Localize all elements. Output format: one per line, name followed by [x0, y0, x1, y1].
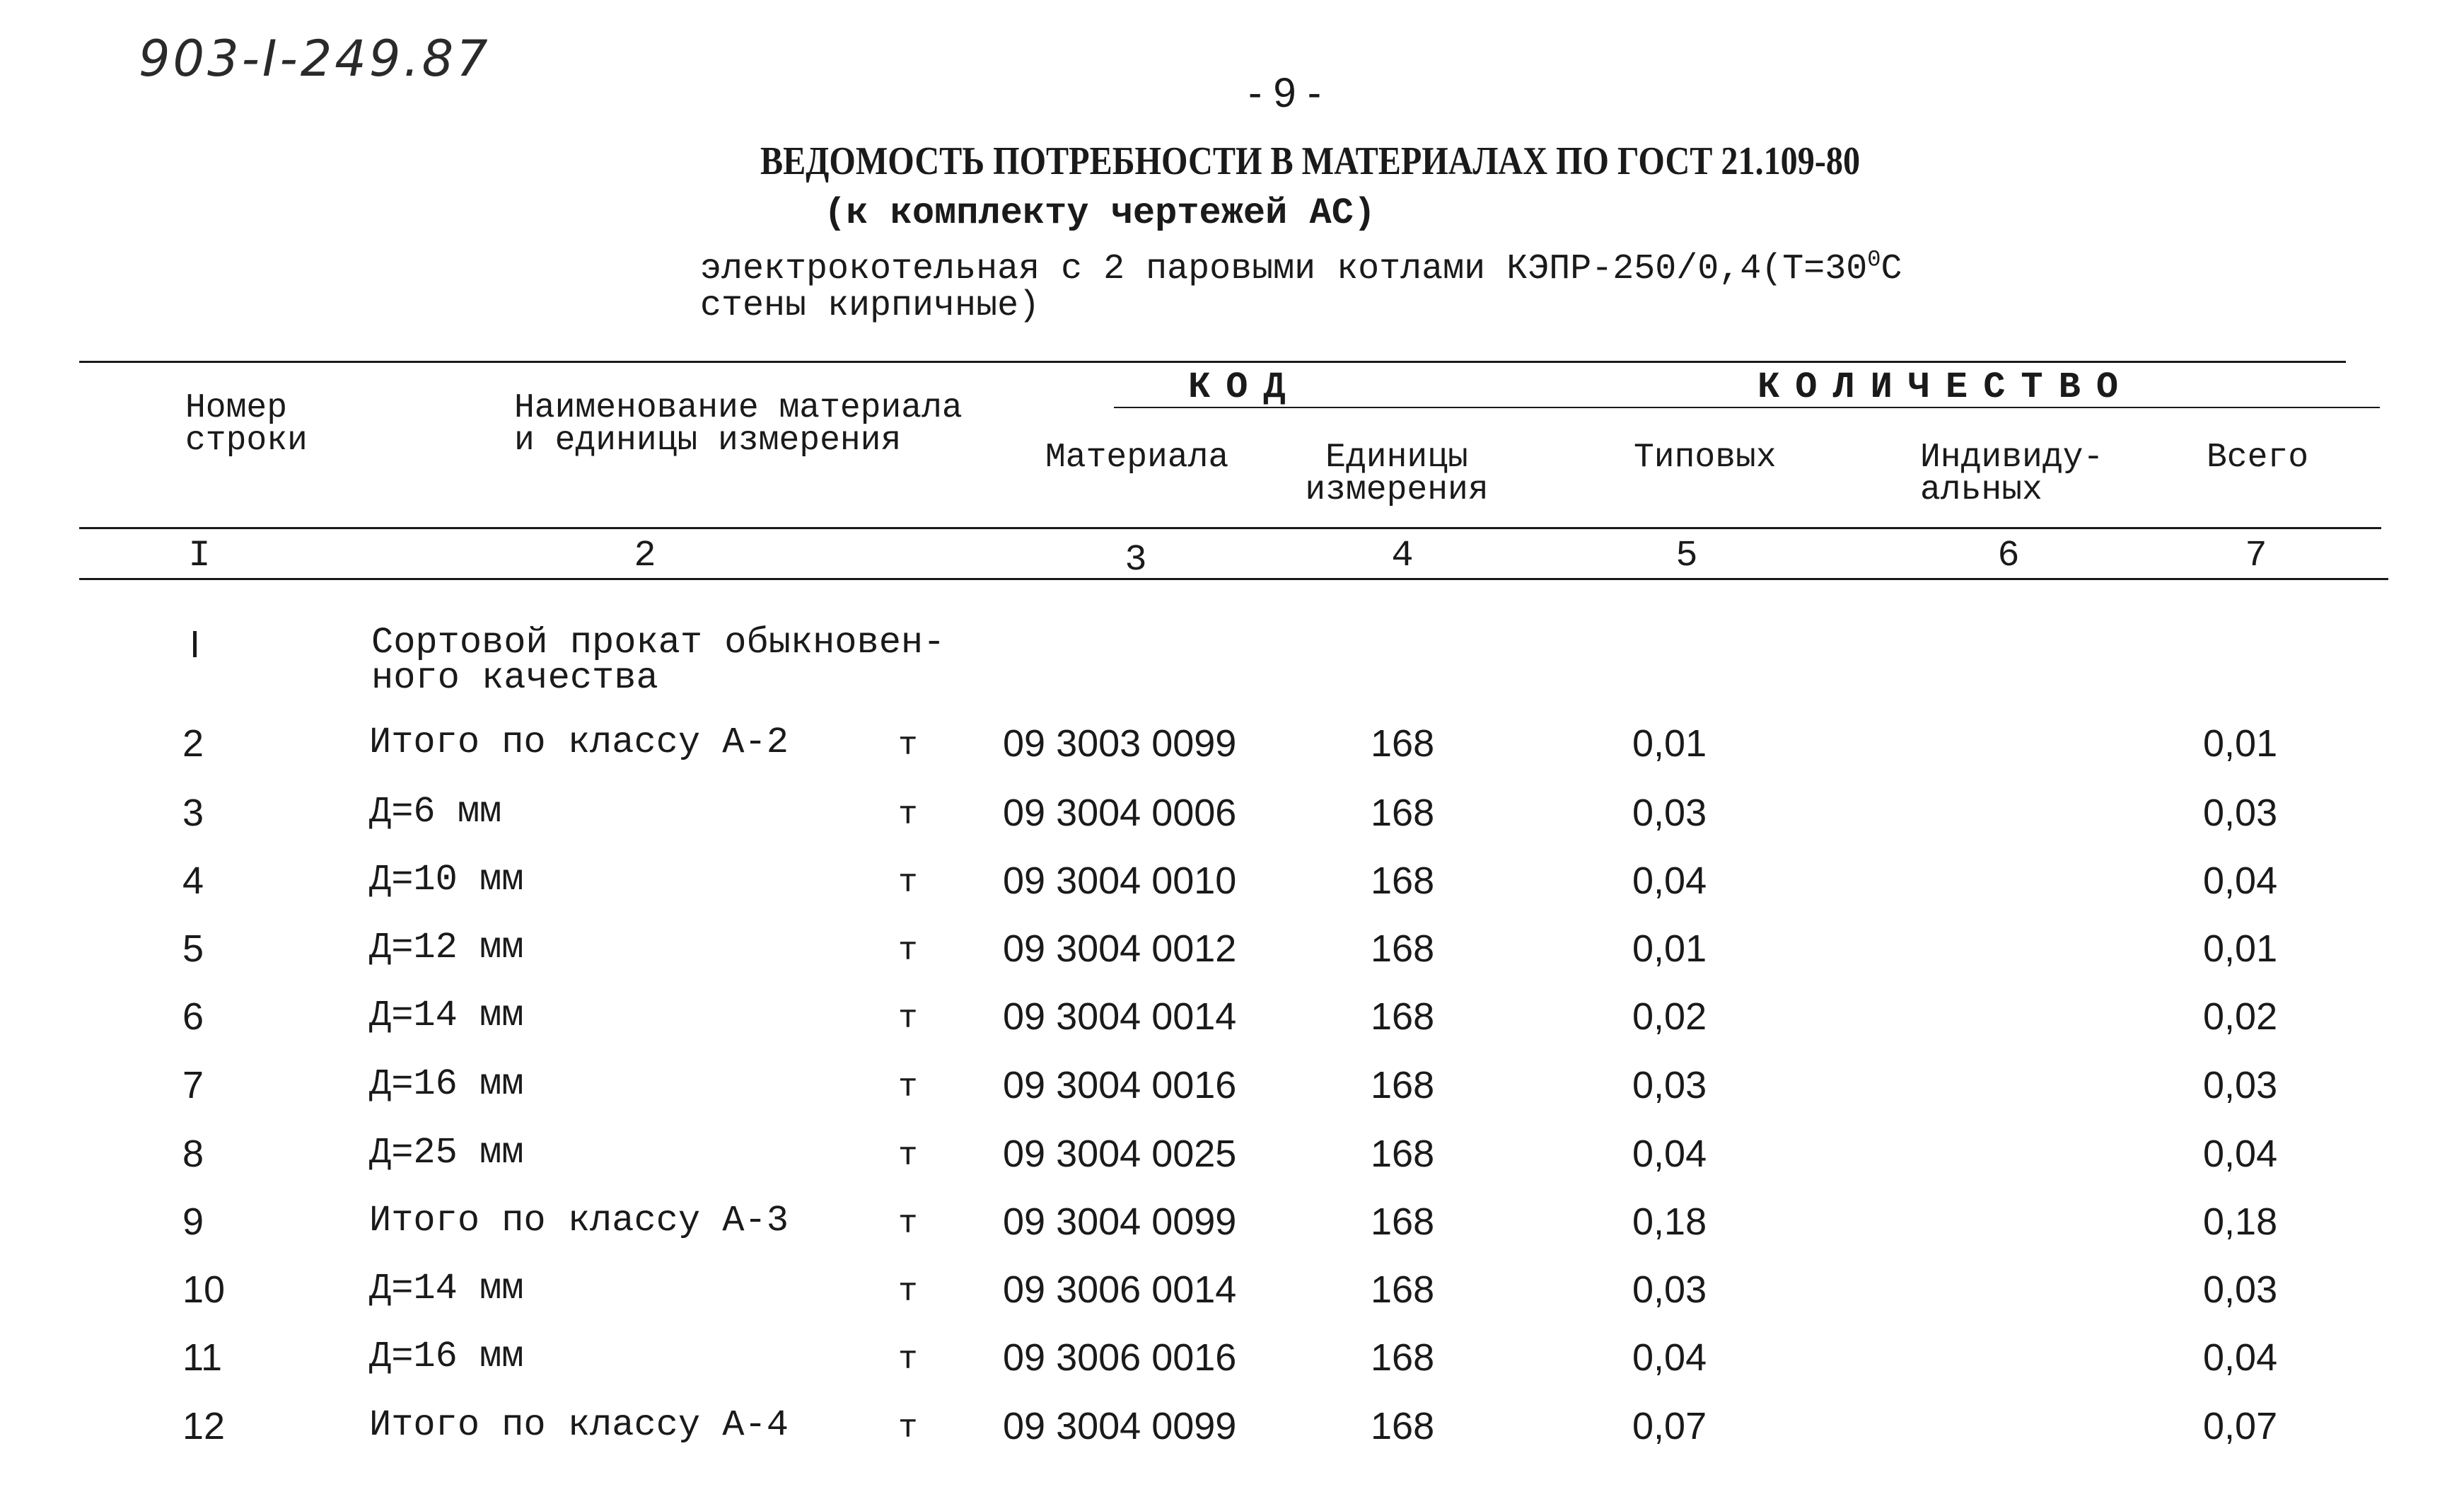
material-code: 09 3004 0006: [1003, 792, 1237, 834]
header-name-line2: и единицы измерения: [514, 422, 902, 460]
section-row-number: I: [190, 623, 201, 666]
total-qty: 0,03: [2203, 1064, 2278, 1106]
material-code: 09 3004 0012: [1003, 927, 1237, 970]
typical-qty: 0,04: [1632, 1336, 1707, 1379]
page-title: ВЕДОМОСТЬ ПОТРЕБНОСТИ В МАТЕРИАЛАХ ПО ГОСТ 21.109-80: [760, 139, 1861, 183]
material-name: Д=25 мм: [369, 1132, 524, 1174]
material-name: Д=10 мм: [369, 859, 524, 901]
row-number: 5: [182, 927, 204, 970]
row-number: 4: [182, 860, 204, 902]
header-bottom-rule: [79, 527, 2381, 529]
header-typical: Типовых: [1634, 439, 1777, 477]
unit-code: 168: [1371, 927, 1435, 970]
header-unit: [1284, 441, 1510, 507]
unit-code: 168: [1371, 722, 1435, 765]
table-top-rule: [79, 361, 2346, 363]
column-number-1: I: [188, 535, 211, 577]
column-number-2: 2: [634, 535, 656, 577]
typical-qty: 0,07: [1632, 1405, 1707, 1447]
total-qty: 0,18: [2203, 1201, 2278, 1243]
total-qty: 0,07: [2203, 1405, 2278, 1447]
material-code: 09 3003 0099: [1003, 722, 1237, 765]
typical-qty: 0,03: [1632, 1064, 1707, 1106]
page-number: - 9 -: [1248, 70, 1322, 116]
unit-of-measure: т: [898, 1410, 918, 1447]
material-name: Д=16 мм: [369, 1336, 524, 1377]
unit-of-measure: т: [898, 1000, 918, 1037]
unit-of-measure: т: [898, 932, 918, 969]
unit-of-measure: т: [898, 1069, 918, 1106]
material-code: 09 3006 0016: [1003, 1336, 1237, 1379]
unit-code: 168: [1371, 1405, 1435, 1447]
total-qty: 0,04: [2203, 1336, 2278, 1379]
material-name: Д=14 мм: [369, 1268, 524, 1309]
typical-qty: 0,02: [1632, 995, 1707, 1038]
material-name: Д=14 мм: [369, 995, 524, 1036]
header-individual-line2: альных: [1920, 471, 2042, 509]
header-name: [514, 389, 963, 460]
material-code: 09 3006 0014: [1003, 1268, 1237, 1311]
total-qty: 0,01: [2203, 722, 2278, 765]
row-number: 6: [182, 995, 204, 1038]
unit-of-measure: т: [898, 1205, 918, 1242]
material-code: 09 3004 0016: [1003, 1064, 1237, 1106]
unit-of-measure: т: [898, 727, 918, 764]
total-qty: 0,01: [2203, 927, 2278, 970]
typical-qty: 0,03: [1632, 1268, 1707, 1311]
unit-code: 168: [1371, 1064, 1435, 1106]
total-qty: 0,02: [2203, 995, 2278, 1038]
row-number: 7: [182, 1064, 204, 1106]
header-code-group: КОД: [1188, 366, 1301, 408]
document-code: 903-I-249.87: [139, 30, 491, 88]
header-name-line1: Наименование материала: [514, 389, 963, 427]
material-code: 09 3004 0099: [1003, 1201, 1237, 1243]
column-number-5: 5: [1675, 535, 1698, 577]
material-code: 09 3004 0014: [1003, 995, 1237, 1038]
header-unit-line1: Единицы: [1325, 439, 1468, 477]
unit-of-measure: т: [898, 1341, 918, 1378]
page-subtitle: (к комплекту чертежей АС): [824, 192, 1376, 234]
header-row-no-line2: строки: [185, 422, 308, 460]
typical-qty: 0,03: [1632, 792, 1707, 834]
unit-code: 168: [1371, 995, 1435, 1038]
header-row-no: [185, 389, 308, 460]
description-tail: С: [1881, 249, 1902, 289]
section-row-name: [371, 622, 946, 699]
typical-qty: 0,01: [1632, 927, 1707, 970]
unit-of-measure: т: [898, 797, 918, 833]
material-name: Итого по классу А-3: [369, 1200, 789, 1242]
material-name: Д=6 мм: [369, 791, 502, 833]
total-qty: 0,04: [2203, 860, 2278, 902]
total-qty: 0,03: [2203, 1268, 2278, 1311]
description-line-2: стены кирпичные): [700, 286, 1040, 326]
unit-code: 168: [1371, 1336, 1435, 1379]
section-row-name-line1: Сортовой прокат обыкновен-: [371, 622, 946, 664]
header-total: Всего: [2207, 439, 2309, 477]
row-number: 8: [182, 1133, 204, 1175]
description-line-1: [700, 246, 1902, 289]
row-number: 2: [182, 722, 204, 765]
unit-code: 168: [1371, 1133, 1435, 1175]
typical-qty: 0,18: [1632, 1201, 1707, 1243]
total-qty: 0,03: [2203, 792, 2278, 834]
row-number: 3: [182, 792, 204, 834]
unit-code: 168: [1371, 792, 1435, 834]
material-code: 09 3004 0025: [1003, 1133, 1237, 1175]
total-qty: 0,04: [2203, 1133, 2278, 1175]
unit-code: 168: [1371, 1268, 1435, 1311]
column-number-3: 3: [1125, 539, 1147, 581]
description-text: электрокотельная с 2 паровыми котлами КЭПР-250/0,4(Т=30: [700, 249, 1868, 289]
typical-qty: 0,04: [1632, 860, 1707, 902]
material-code: 09 3004 0099: [1003, 1405, 1237, 1447]
material-name: Д=12 мм: [369, 927, 524, 968]
unit-code: 168: [1371, 860, 1435, 902]
header-individual: [1920, 441, 2103, 507]
row-number: 9: [182, 1201, 204, 1243]
header-row-no-line1: Номер: [185, 389, 288, 427]
row-number: 12: [182, 1405, 226, 1447]
header-unit-line2: измерения: [1305, 471, 1489, 509]
column-number-6: 6: [1997, 535, 2020, 577]
header-individual-line1: Индивиду-: [1920, 439, 2104, 477]
material-name: Итого по классу А-4: [369, 1404, 789, 1446]
column-number-7: 7: [2245, 535, 2267, 577]
typical-qty: 0,01: [1632, 722, 1707, 765]
column-numbers-rule: [79, 578, 2388, 580]
material-name: Д=16 мм: [369, 1063, 524, 1105]
degree-superscript: 0: [1867, 246, 1881, 273]
header-quantity-group: КОЛИЧЕСТВО: [1757, 366, 2134, 408]
unit-code: 168: [1371, 1201, 1435, 1243]
header-material: Материала: [1045, 439, 1229, 477]
typical-qty: 0,04: [1632, 1133, 1707, 1175]
unit-of-measure: т: [898, 864, 918, 901]
section-row-name-line2: ного качества: [371, 657, 658, 699]
unit-of-measure: т: [898, 1138, 918, 1174]
row-number: 11: [182, 1336, 223, 1379]
row-number: 10: [182, 1268, 226, 1311]
material-code: 09 3004 0010: [1003, 860, 1237, 902]
column-number-4: 4: [1391, 535, 1414, 577]
material-name: Итого по классу А-2: [369, 722, 789, 763]
unit-of-measure: т: [898, 1273, 918, 1310]
